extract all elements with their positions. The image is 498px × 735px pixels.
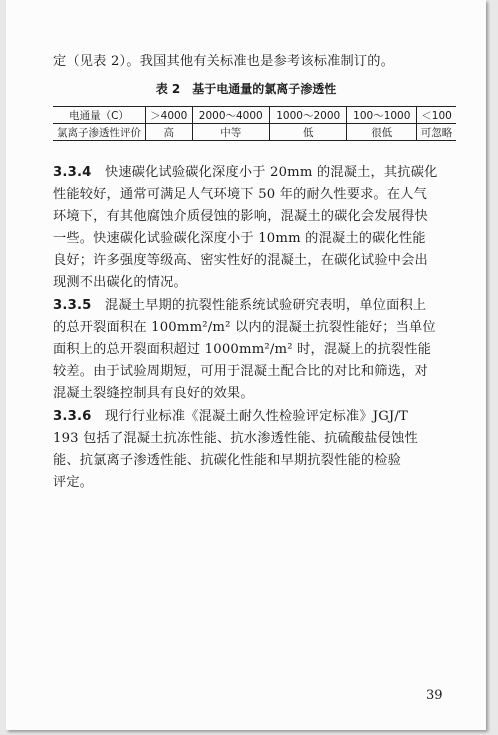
section-number: 3.3.5 <box>53 298 92 313</box>
paragraph-line: 能、抗氯离子渗透性能、抗碳化性能和早期抗裂性能的检验 <box>53 453 402 468</box>
table-header-row <box>53 107 456 124</box>
paragraph-line: 混凝土裂缝控制具有良好的效果。 <box>53 386 254 401</box>
table-cell: 高 <box>146 124 193 141</box>
table-cell: 氯离子渗透性评价 <box>53 124 146 141</box>
paragraph-line: 性能较好，通常可满足人气环境下 50 年的耐久性要求。在人气 <box>53 187 428 202</box>
table-cell: 100～1000 <box>347 107 417 124</box>
paragraph-line: 面积上的总开裂面积超过 1000mm²/m² 时，混凝上的抗裂性能 <box>53 342 432 357</box>
table-cell: 可忽略 <box>417 124 456 141</box>
section-number: 3.3.4 <box>53 165 92 180</box>
table-cell: 1000～2000 <box>269 107 346 124</box>
table-caption: 表 2 基于电通量的氯离子渗透性 <box>155 82 337 96</box>
table-row <box>53 124 456 141</box>
paragraph-line: 评定。 <box>53 475 94 490</box>
table-cell: 电通量（C） <box>53 107 146 124</box>
paragraph-line: 较差。由于试验周期短，可用于混凝土配合比的对比和筛选，对 <box>53 364 428 379</box>
line-text: 快速碳化试验碳化深度小于 20mm 的混凝土，其抗碳化 <box>104 165 438 180</box>
line-text: 混凝土早期的抗裂性能系统试验研究表明，单位面积上 <box>104 298 427 313</box>
line-text: 现行行业标准《混凝土耐久性检验评定标准》JGJ/T <box>104 409 409 424</box>
paragraph-line: 193 包括了混凝土抗冻性能、抗水渗透性能、抗硫酸盐侵蚀性 <box>53 431 418 446</box>
paragraph-line: 现测不出碳化的情况。 <box>53 275 187 290</box>
table-cell: ＞4000 <box>146 107 193 124</box>
paragraph-line <box>53 405 408 424</box>
paragraph-line: 环境下，有其他腐蚀介质侵蚀的影响，混凝土的碳化会发展得快 <box>53 209 428 224</box>
intro-line: 定（见表 2）。我国其他有关标准也是参考该标准制订的。 <box>53 54 395 69</box>
document-page <box>6 0 486 730</box>
table-cell: 2000～4000 <box>192 107 269 124</box>
table-cell: 很低 <box>347 124 417 141</box>
table-cell: ＜100 <box>417 107 456 124</box>
table-cell: 低 <box>269 124 346 141</box>
chloride-permeability-table <box>53 106 456 141</box>
page-number: 39 <box>426 688 443 703</box>
table-cell: 中等 <box>192 124 269 141</box>
paragraph-line <box>53 161 437 180</box>
paragraph-line: 一些。快速碳化试验碳化深度小于 10mm 的混凝土的碳化性能 <box>53 231 426 246</box>
paragraph-line <box>53 294 426 313</box>
paragraph-line: 良好；许多强度等级高、密实性好的混凝土，在碳化试验中会出 <box>53 253 428 268</box>
paragraph-line: 的总开裂面积在 100mm²/m² 以内的混凝土抗裂性能好；当单位 <box>53 320 436 335</box>
section-number: 3.3.6 <box>53 409 92 424</box>
